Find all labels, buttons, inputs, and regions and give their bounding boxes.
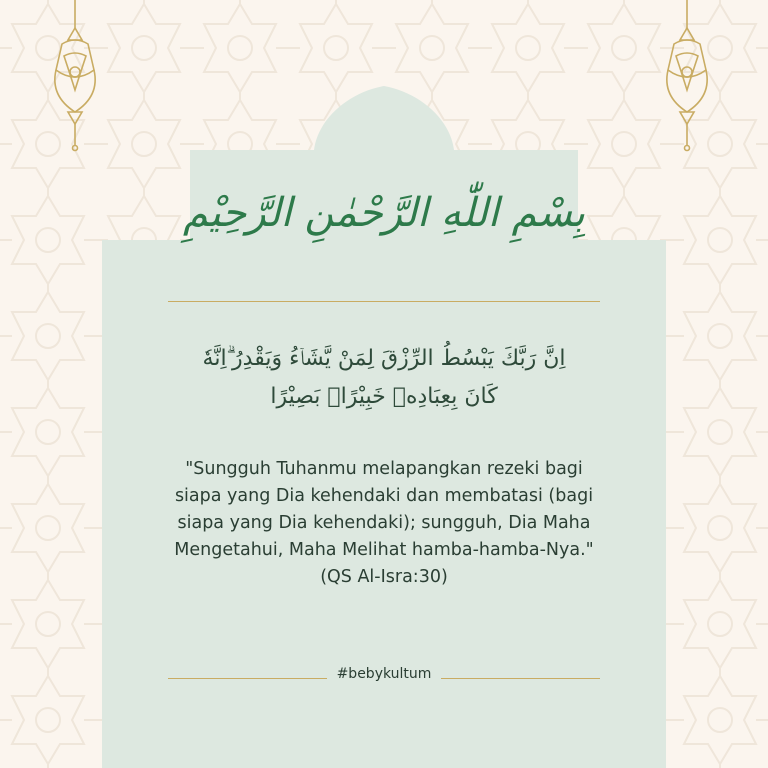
verse-arabic-line: كَانَ بِعِبَادِهٖ خَبِيْرًاۢ بَصِيْرًا: [270, 384, 498, 409]
divider-bottom-left: [168, 678, 327, 679]
divider-bottom-right: [441, 678, 600, 679]
hashtag: #bebykultum: [336, 666, 432, 682]
verse-arabic: [142, 340, 626, 416]
divider-top: [168, 301, 600, 302]
translation-line: Mengetahui, Maha Melihat hamba-hamba-Nya.": [174, 540, 594, 560]
translation-line: "Sungguh Tuhanmu melapangkan rezeki bagi: [185, 459, 583, 479]
verse-arabic-line: اِنَّ رَبَّكَ يَبْسُطُ الرِّزْقَ لِمَنْ يَّشَاۤءُ وَيَقْدِرُ ۗاِنَّهٗ: [202, 346, 566, 371]
basmala-calligraphy: بِسْمِ اللّٰهِ الرَّحْمٰنِ الرَّحِيْمِ: [182, 190, 586, 236]
verse-card: [102, 150, 666, 768]
verse-translation: [132, 456, 636, 591]
translation-line: siapa yang Dia kehendaki); sungguh, Dia Maha: [177, 513, 591, 533]
verse-reference: (QS Al-Isra:30): [320, 567, 448, 587]
translation-line: siapa yang Dia kehendaki dan membatasi (bagi: [174, 486, 594, 506]
